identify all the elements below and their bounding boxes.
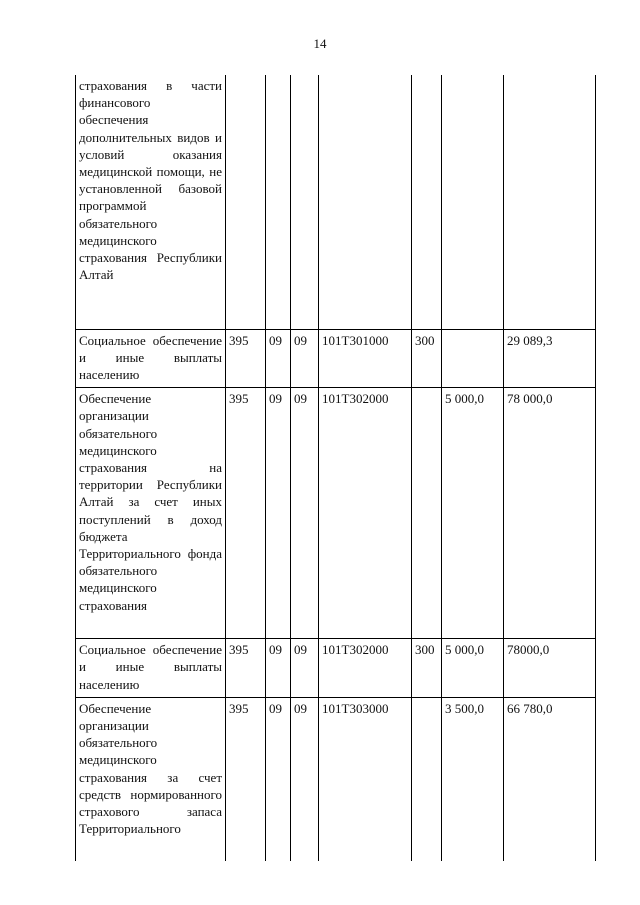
row-sum-2: [504, 75, 596, 329]
row-csr: 101Т301000: [319, 329, 412, 388]
row-name: Социальное обеспечение и иные выплаты населению: [76, 639, 226, 698]
row-pr: 09: [291, 697, 319, 861]
row-vr: [412, 75, 442, 329]
row-name: Обеспечение организации обязательного медицинского страхования на территории Республики Алтай за счет иных поступлений в доход бюджета Территориального фонда обязательного медицинского страхования: [76, 388, 226, 639]
row-csr: 101Т302000: [319, 639, 412, 698]
row-sum-1: [442, 75, 504, 329]
row-rz: 09: [266, 329, 291, 388]
row-vr: [412, 388, 442, 639]
table-row: [76, 388, 596, 639]
budget-table: [75, 75, 596, 861]
row-grbs: 395: [226, 697, 266, 861]
row-grbs: [226, 75, 266, 329]
row-rz: 09: [266, 639, 291, 698]
table-row: [76, 329, 596, 388]
row-vr: 300: [412, 639, 442, 698]
row-csr: 101Т303000: [319, 697, 412, 861]
row-pr: 09: [291, 329, 319, 388]
row-pr: 09: [291, 639, 319, 698]
page-number: 14: [313, 36, 327, 51]
row-rz: 09: [266, 697, 291, 861]
row-sum-2: 78000,0: [504, 639, 596, 698]
row-grbs: 395: [226, 639, 266, 698]
row-rz: 09: [266, 388, 291, 639]
row-sum-1: 5 000,0: [442, 639, 504, 698]
row-grbs: 395: [226, 329, 266, 388]
row-name: страхования в части финансового обеспечения дополнительных видов и условий оказания медицинской помощи, не установленной базовой программой обязательного медицинского страхования Республики Алтай: [76, 75, 226, 329]
row-vr: [412, 697, 442, 861]
row-sum-2: 66 780,0: [504, 697, 596, 861]
row-sum-1: [442, 329, 504, 388]
row-rz: [266, 75, 291, 329]
row-csr: [319, 75, 412, 329]
row-sum-1: 3 500,0: [442, 697, 504, 861]
row-pr: [291, 75, 319, 329]
table-row: [76, 639, 596, 698]
row-name: Обеспечение организации обязательного медицинского страхования за счет средств нормированного страхового запаса Территориального: [76, 697, 226, 861]
row-csr: 101Т302000: [319, 388, 412, 639]
row-vr: 300: [412, 329, 442, 388]
row-grbs: 395: [226, 388, 266, 639]
row-sum-1: 5 000,0: [442, 388, 504, 639]
table-row: [76, 697, 596, 861]
row-name: Социальное обеспечение и иные выплаты населению: [76, 329, 226, 388]
table-row: [76, 75, 596, 329]
row-sum-2: 78 000,0: [504, 388, 596, 639]
row-sum-2: 29 089,3: [504, 329, 596, 388]
row-pr: 09: [291, 388, 319, 639]
